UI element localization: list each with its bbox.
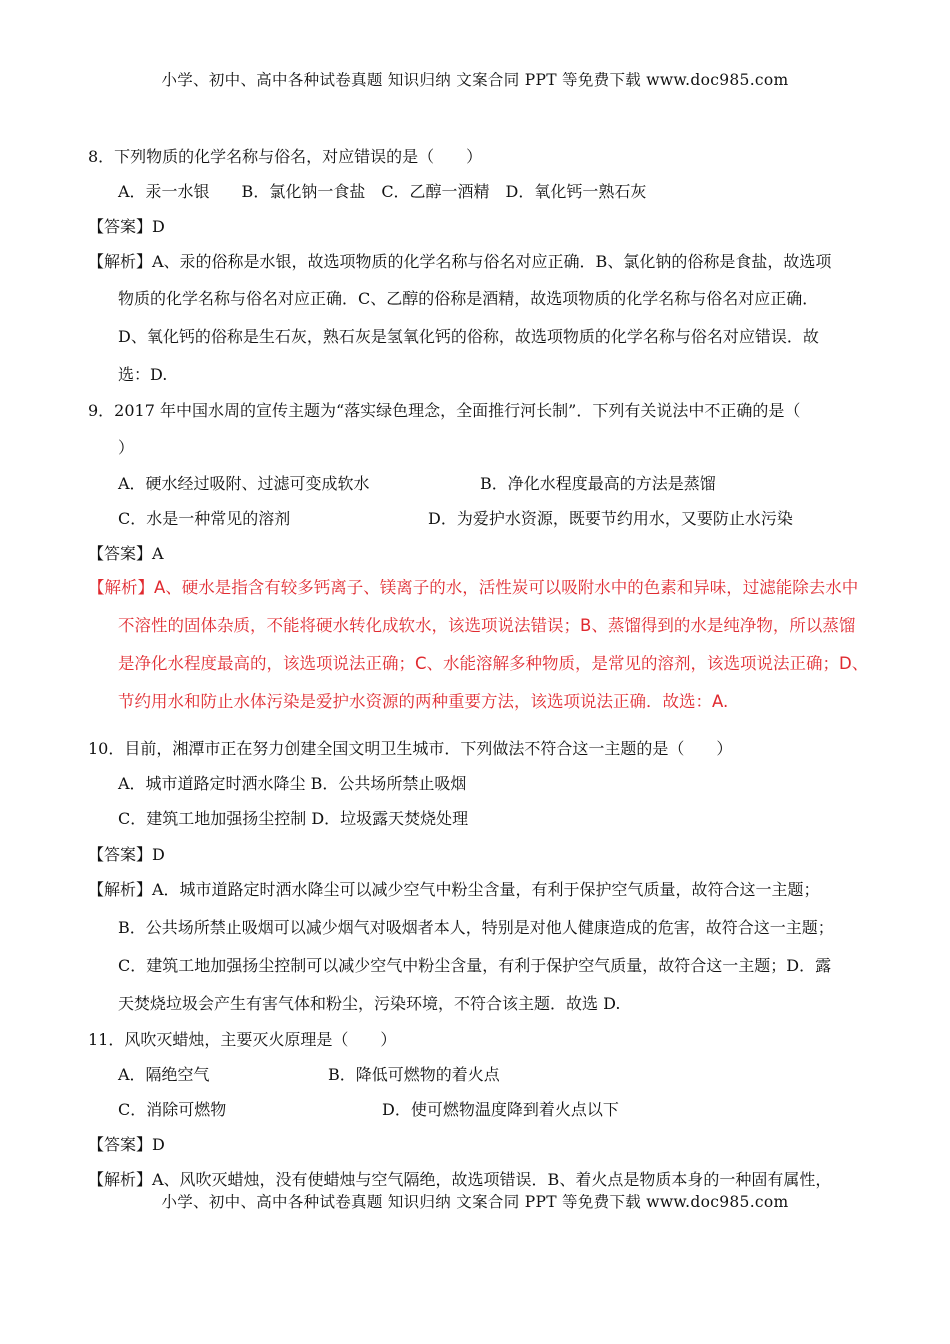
q10-analysis-line: 天焚烧垃圾会产生有害气体和粉尘，污染环境，不符合该主题．故选 D.	[118, 994, 621, 1013]
q10-analysis-line: B．公共场所禁止吸烟可以减少烟气对吸烟者本人，特别是对他人健康造成的危害，故符合这一主题；	[118, 918, 834, 937]
page-footer: 小学、初中、高中各种试卷真题 知识归纳 文案合同 PPT 等免费下载 www.doc985.com	[161, 1193, 789, 1211]
q11-answer: 【答案】D	[88, 1135, 165, 1154]
q10-answer: 【答案】D	[88, 845, 165, 864]
q9-option-c: C．水是一种常见的溶剂	[118, 509, 291, 528]
q10-options-ab: A．城市道路定时洒水降尘 B．公共场所禁止吸烟	[118, 774, 467, 793]
q8-analysis-line: D、氧化钙的俗称是生石灰，熟石灰是氢氧化钙的俗称，故选项物质的化学名称与俗名对应错误．故	[118, 327, 819, 346]
q10-analysis-line: 【解析】A．城市道路定时洒水降尘可以减少空气中粉尘含量，有利于保护空气质量，故符合这一主题；	[88, 880, 820, 899]
q9-option-b: B．净化水程度最高的方法是蒸馏	[480, 474, 716, 493]
page-header: 小学、初中、高中各种试卷真题 知识归纳 文案合同 PPT 等免费下载 www.doc985.com	[161, 71, 789, 89]
q9-answer: 【答案】A	[88, 544, 164, 563]
q9-analysis-line: 节约用水和防止水体污染是爱护水资源的两种重要方法，该选项说法正确．故选：A.	[118, 692, 729, 711]
q9-analysis-line: 是净化水程度最高的，该选项说法正确；C、水能溶解多种物质，是常见的溶剂，该选项说法正确；D、	[118, 654, 869, 673]
q9-analysis-line: 【解析】A、硬水是指含有较多钙离子、镁离子的水，活性炭可以吸附水中的色素和异味，过滤能除去水中	[88, 578, 859, 597]
q8-analysis-line: 【解析】A、汞的俗称是水银，故选项物质的化学名称与俗名对应正确．B、氯化钠的俗称是食盐，故选项	[88, 252, 832, 271]
q11-option-a: A．隔绝空气	[118, 1065, 210, 1084]
q9-analysis-line: 不溶性的固体杂质，不能将硬水转化成软水，该选项说法错误；B、蒸馏得到的水是纯净物，所以蒸馏	[118, 616, 856, 635]
q8-answer: 【答案】D	[88, 217, 165, 236]
q10-options-cd: C．建筑工地加强扬尘控制 D．垃圾露天焚烧处理	[118, 809, 469, 828]
q11-analysis-line: 【解析】A、风吹灭蜡烛，没有使蜡烛与空气隔绝，故选项错误．B、着火点是物质本身的一种固有属性，	[88, 1170, 832, 1189]
q11-option-d: D．使可燃物温度降到着火点以下	[382, 1100, 619, 1119]
q8-analysis-line: 物质的化学名称与俗名对应正确．C、乙醇的俗称是酒精，故选项物质的化学名称与俗名对应正确．	[118, 289, 819, 308]
q11-option-c: C．消除可燃物	[118, 1100, 227, 1119]
q9-option-a: A．硬水经过吸附、过滤可变成软水	[118, 474, 370, 493]
q10-stem: 10．目前，湘潭市正在努力创建全国文明卫生城市．下列做法不符合这一主题的是（ ）	[88, 739, 733, 758]
q8-options: A．汞一水银 B．氯化钠一食盐 C．乙醇一酒精 D．氧化钙一熟石灰	[118, 182, 647, 201]
q11-stem: 11．风吹灭蜡烛，主要灭火原理是（ ）	[88, 1030, 397, 1049]
q9-option-d: D．为爱护水资源，既要节约用水，又要防止水污染	[428, 509, 793, 528]
q10-analysis-line: C．建筑工地加强扬尘控制可以减少空气中粉尘含量，有利于保护空气质量，故符合这一主题；D．露	[118, 956, 832, 975]
q8-analysis-line: 选：D.	[118, 365, 168, 384]
q8-stem: 8．下列物质的化学名称与俗名，对应错误的是（ ）	[88, 147, 483, 166]
q11-option-b: B．降低可燃物的着火点	[328, 1065, 500, 1084]
q9-stem-continued: ）	[118, 438, 135, 457]
q9-stem: 9．2017 年中国水周的宣传主题为“落实绿色理念，全面推行河长制”．下列有关说法中不正确的是（	[88, 401, 801, 420]
